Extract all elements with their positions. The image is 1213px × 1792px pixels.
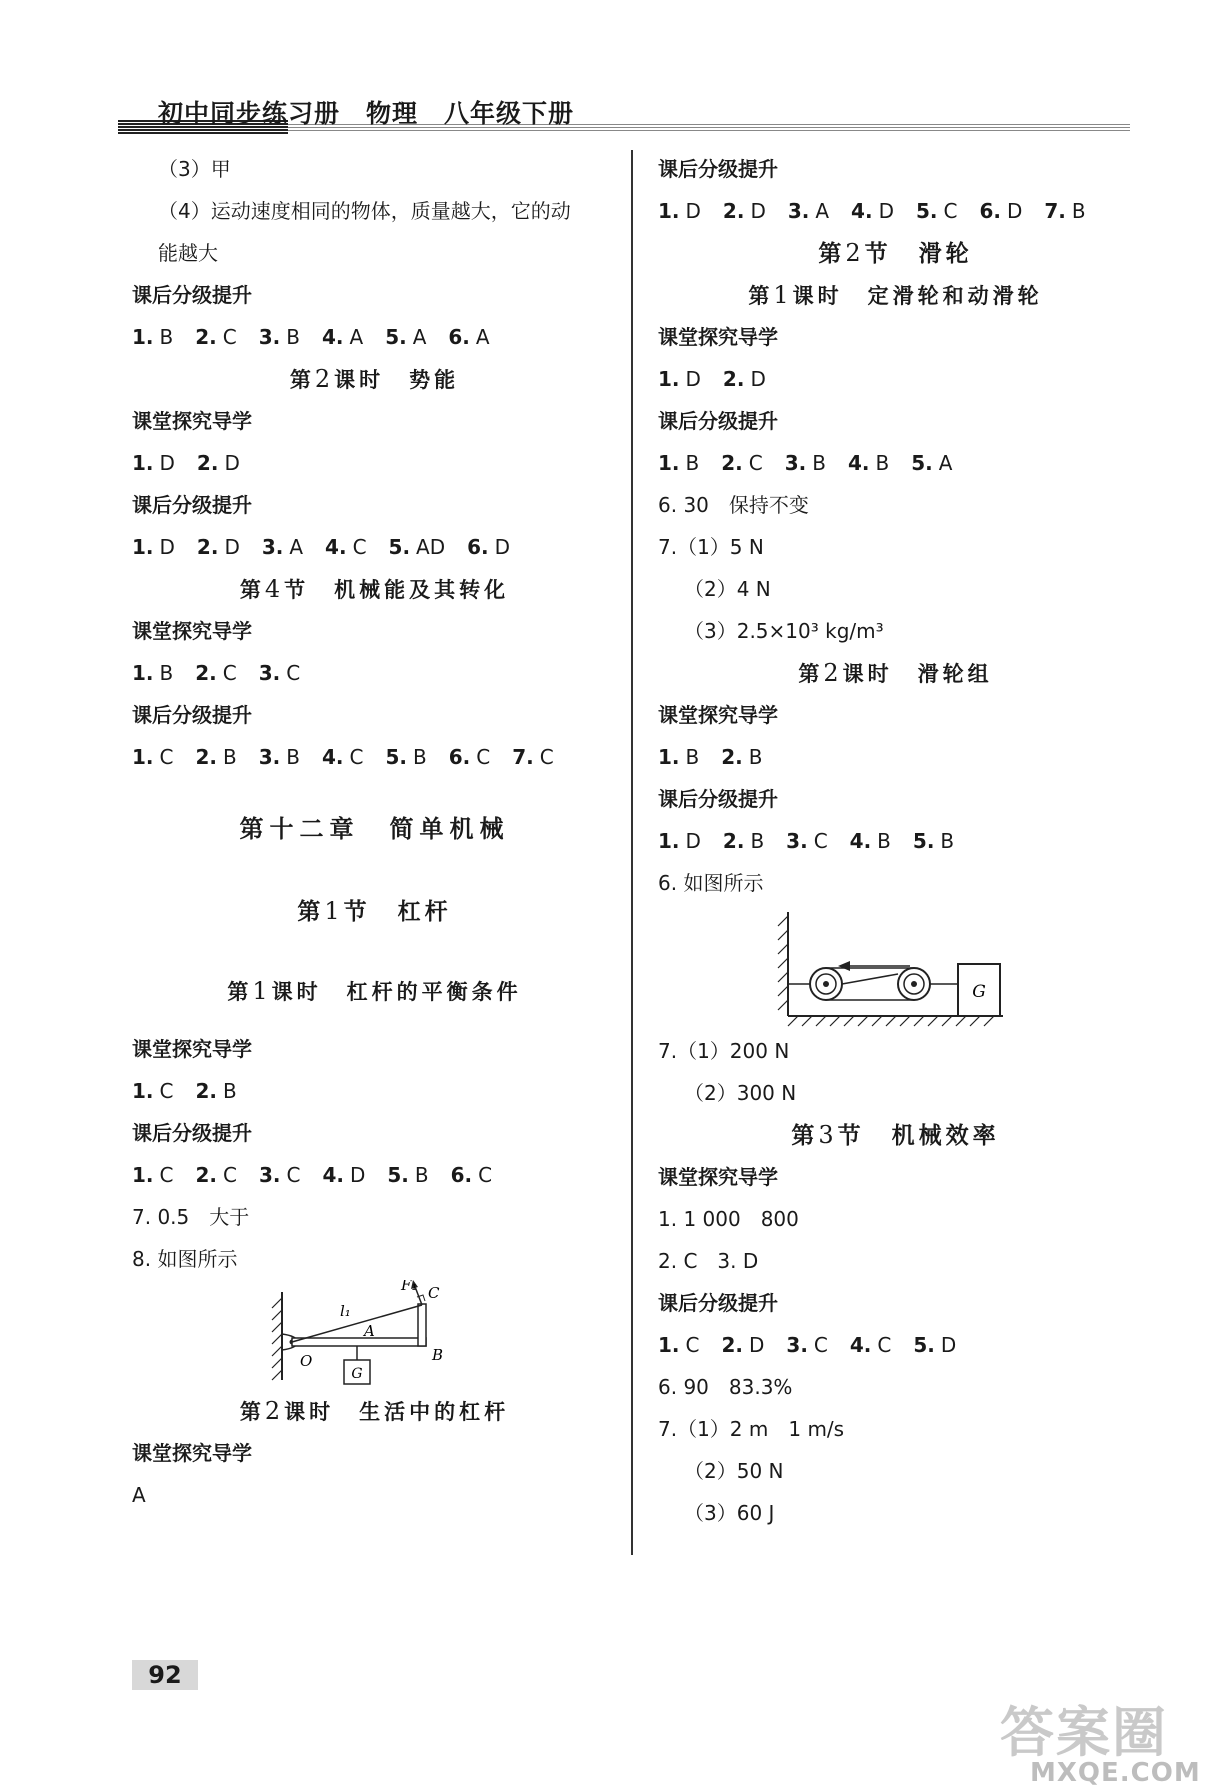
item-answer: C (222, 325, 237, 349)
section-label: 课堂探究导学 (132, 1037, 252, 1061)
heading-post: 节 机械能及其转化 (284, 578, 510, 602)
heading-pre: 第 (748, 284, 774, 308)
item-answer: D (224, 535, 240, 559)
section-label: 课堂探究导学 (658, 325, 778, 349)
item-answer: C (159, 745, 174, 769)
label-l1: l₁ (340, 1302, 351, 1320)
answer-line: 6. 如图所示 (658, 871, 764, 895)
answer-list (658, 736, 1133, 778)
item-number: 2. (195, 661, 217, 685)
item-answer: A (938, 451, 953, 475)
heading-num: 3 (818, 1121, 838, 1149)
answer-list (658, 1324, 1133, 1366)
item-number: 3. (784, 451, 807, 475)
page-number: 92 (132, 1660, 198, 1690)
item-answer: D (224, 451, 240, 475)
heading-num: 2 (823, 659, 843, 687)
lesson-heading (132, 358, 617, 400)
answer-line: 2. C 3. D (658, 1249, 759, 1273)
heading-pre: 第 (239, 578, 265, 602)
answer-line: 6. 30 保持不变 (658, 493, 809, 517)
section-heading (658, 1114, 1133, 1156)
item-number: 1. (132, 451, 154, 475)
answer-line: 7.（1）2 m 1 m/s (658, 1417, 845, 1441)
lever-wall-hatching (272, 1298, 282, 1380)
item-number: 1. (658, 199, 680, 223)
heading-post: 课时 滑轮组 (842, 662, 993, 686)
item-answer: C (349, 745, 364, 769)
item-answer: C (159, 1163, 174, 1187)
item-answer: D (1006, 199, 1023, 223)
item-number: 1. (658, 1333, 680, 1357)
answer-list (658, 442, 1133, 484)
item-answer: C (286, 661, 301, 685)
item-number: 4. (847, 451, 870, 475)
item-answer: B (223, 1079, 237, 1103)
item-number: 3. (786, 1333, 808, 1357)
answer-line: 7.（1）200 N (658, 1039, 790, 1063)
item-answer: A (475, 325, 490, 349)
answer-list (132, 736, 617, 778)
item-answer: A (815, 199, 830, 223)
section-label: 课后分级提升 (132, 1121, 252, 1145)
item-number: 2. (721, 745, 743, 769)
answer-list (132, 1154, 617, 1196)
item-number: 1. (132, 1163, 154, 1187)
lever-bar-horizontal (292, 1338, 426, 1346)
item-answer: B (414, 1163, 429, 1187)
item-number: 6. (450, 1163, 473, 1187)
fixed-pulley-axle (823, 981, 829, 987)
item-answer: C (813, 829, 828, 853)
heading-num: 4 (264, 575, 285, 603)
answer-line: （2）50 N (684, 1459, 784, 1483)
item-number: 2. (721, 1333, 743, 1357)
item-answer: B (1071, 199, 1086, 223)
item-number: 4. (325, 535, 347, 559)
section-label: 课堂探究导学 (132, 409, 252, 433)
answer-list (658, 190, 1133, 232)
item-number: 1. (132, 745, 154, 769)
section-label: 课堂探究导学 (658, 703, 778, 727)
answer-line: A (132, 1483, 146, 1507)
watermark-logo: 答案圈 (1000, 1701, 1168, 1764)
section-label: 课后分级提升 (658, 787, 778, 811)
answer-list (658, 820, 1133, 862)
item-answer: A (412, 325, 427, 349)
item-number: 4. (849, 829, 872, 853)
item-answer: D (878, 199, 894, 223)
item-number: 5. (912, 829, 935, 853)
section-label: 课后分级提升 (658, 1291, 778, 1315)
label-o: O (300, 1352, 313, 1370)
heading-num: 1 (252, 977, 272, 1005)
heading-post: 节 机械效率 (837, 1123, 1000, 1149)
item-number: 6. (448, 745, 471, 769)
item-number: 5. (915, 199, 938, 223)
heading-num: 2 (314, 365, 335, 393)
pull-arrow-head (838, 961, 850, 971)
heading-post: 节 滑轮 (864, 241, 973, 267)
answer-line: （4）运动速度相同的物体，质量越大，它的动 (158, 199, 571, 223)
item-answer: A (289, 535, 304, 559)
label-g: G (972, 982, 986, 1002)
item-number: 6. (467, 535, 489, 559)
item-number: 2. (721, 451, 743, 475)
item-number: 2. (722, 199, 745, 223)
heading-pre: 第 (239, 1400, 265, 1424)
item-answer: B (875, 451, 890, 475)
lesson-heading (132, 1390, 617, 1432)
item-number: 5. (385, 745, 407, 769)
item-number: 2. (195, 1079, 217, 1103)
section-label: 课后分级提升 (132, 493, 252, 517)
item-number: 2. (195, 745, 217, 769)
item-answer: AD (416, 535, 446, 559)
item-answer: B (159, 325, 174, 349)
item-answer: B (159, 661, 174, 685)
heading-pre: 第 (227, 980, 253, 1004)
item-answer: C (813, 1333, 828, 1357)
item-answer: B (685, 451, 700, 475)
wall-hatching (778, 916, 788, 1010)
section-label: 课后分级提升 (132, 283, 252, 307)
item-answer: D (349, 1163, 366, 1187)
item-answer: D (159, 535, 175, 559)
item-answer: C (539, 745, 554, 769)
answer-line: 6. 90 83.3% (658, 1375, 793, 1399)
item-number: 5. (387, 1163, 409, 1187)
item-number: 3. (261, 535, 284, 559)
item-answer: B (286, 745, 300, 769)
answer-list (132, 1070, 617, 1112)
heading-pre: 第 (818, 241, 846, 267)
answer-line: 能越大 (158, 241, 218, 265)
item-answer: B (412, 745, 427, 769)
section-heading (132, 568, 617, 610)
item-answer: D (750, 199, 766, 223)
section-label: 课堂探究导学 (132, 619, 252, 643)
heading-num: 2 (264, 1397, 285, 1425)
item-number: 4. (851, 199, 873, 223)
answer-line: （2）4 N (684, 577, 771, 601)
item-number: 2. (196, 535, 219, 559)
section-label: 课堂探究导学 (132, 1441, 252, 1465)
label-a: A (364, 1322, 375, 1340)
item-number: 1. (132, 1079, 154, 1103)
answer-line: （3）甲 (158, 157, 231, 181)
item-answer: D (940, 1333, 957, 1357)
answer-line: 7.（1）5 N (658, 535, 764, 559)
item-number: 1. (132, 535, 154, 559)
section-heading (658, 232, 1133, 274)
section-label: 课后分级提升 (658, 157, 778, 181)
item-answer: C (877, 1333, 892, 1357)
item-number: 5. (911, 451, 933, 475)
item-number: 5. (388, 535, 411, 559)
heading-pre: 第 (297, 899, 325, 925)
item-number: 3. (258, 745, 281, 769)
section-label: 课后分级提升 (658, 409, 778, 433)
floor-hatching (788, 1016, 994, 1026)
item-answer: C (476, 745, 491, 769)
item-number: 3. (786, 829, 808, 853)
item-answer: B (940, 829, 955, 853)
item-number: 2. (722, 829, 745, 853)
answer-list (132, 316, 617, 358)
item-number: 7. (512, 745, 534, 769)
label-b: B (432, 1346, 444, 1364)
lesson-heading (658, 274, 1133, 316)
item-answer: A (349, 325, 364, 349)
item-answer: D (750, 367, 766, 391)
label-c: C (428, 1284, 440, 1302)
item-answer: C (352, 535, 367, 559)
section-heading (132, 890, 617, 932)
heading-num: 1 (773, 281, 793, 309)
item-answer: D (685, 829, 701, 853)
answer-line: 8. 如图所示 (132, 1247, 238, 1271)
answer-line: 7. 0.5 大于 (132, 1205, 250, 1229)
item-answer: C (286, 1163, 301, 1187)
heading-pre: 第 (798, 662, 824, 686)
chapter-heading: 第十二章 简单机械 (239, 815, 510, 843)
lever-svg (132, 1280, 617, 1390)
item-answer: C (685, 1333, 700, 1357)
label-g: G (351, 1366, 363, 1382)
item-answer: B (286, 325, 300, 349)
label-f1: F₁ (401, 1280, 418, 1294)
item-number: 5. (385, 325, 407, 349)
item-number: 1. (658, 367, 680, 391)
left-column (132, 148, 617, 1516)
item-number: 2. (195, 325, 217, 349)
item-number: 3. (258, 325, 281, 349)
item-answer: C (748, 451, 763, 475)
item-answer: B (748, 745, 763, 769)
item-answer: B (812, 451, 826, 475)
heading-post: 课时 生活中的杠杆 (284, 1400, 510, 1424)
column-divider (631, 150, 633, 1555)
heading-num: 1 (324, 897, 344, 925)
item-number: 7. (1044, 199, 1066, 223)
answer-list (132, 442, 617, 484)
item-answer: D (685, 367, 701, 391)
section-label: 课后分级提升 (132, 703, 252, 727)
lever-arm-l1 (292, 1305, 422, 1342)
item-number: 2. (195, 1163, 217, 1187)
watermark-url: MXQE.COM (1030, 1758, 1201, 1788)
answer-list (132, 652, 617, 694)
rope-cross (842, 974, 898, 984)
item-number: 4. (849, 1333, 872, 1357)
moving-pulley-axle (911, 981, 917, 987)
item-answer: D (685, 199, 701, 223)
item-answer: B (750, 829, 765, 853)
item-number: 5. (913, 1333, 935, 1357)
item-answer: B (685, 745, 700, 769)
heading-post: 课时 势能 (334, 368, 460, 392)
item-number: 2. (722, 367, 745, 391)
item-number: 2. (196, 451, 219, 475)
item-answer: C (159, 1079, 174, 1103)
lesson-heading (658, 652, 1133, 694)
lever-diagram (132, 1280, 617, 1390)
item-number: 4. (322, 1163, 344, 1187)
heading-post: 课时 定滑轮和动滑轮 (792, 284, 1043, 308)
item-answer: C (943, 199, 958, 223)
item-number: 6. (979, 199, 1001, 223)
heading-pre: 第 (791, 1123, 819, 1149)
item-number: 1. (658, 829, 680, 853)
item-number: 3. (258, 661, 281, 685)
heading-post: 课时 杠杆的平衡条件 (271, 980, 522, 1004)
pulley-diagram (658, 904, 1133, 1030)
lesson-heading (132, 970, 617, 1012)
item-answer: B (877, 829, 891, 853)
item-answer: C (222, 661, 237, 685)
heading-num: 2 (845, 239, 865, 267)
item-answer: C (478, 1163, 493, 1187)
item-number: 6. (448, 325, 470, 349)
heading-pre: 第 (289, 368, 315, 392)
answer-line: 1. 1 000 800 (658, 1207, 799, 1231)
watermark (1000, 1690, 1210, 1790)
item-answer: D (159, 451, 175, 475)
heading-post: 节 杠杆 (343, 899, 452, 925)
item-answer: C (223, 1163, 237, 1187)
item-number: 4. (321, 325, 344, 349)
section-label: 课堂探究导学 (658, 1165, 778, 1189)
item-number: 1. (132, 325, 154, 349)
answer-list (658, 358, 1133, 400)
item-number: 1. (658, 451, 680, 475)
item-number: 4. (321, 745, 344, 769)
item-number: 1. (658, 745, 680, 769)
answer-line: （3）60 J (684, 1501, 775, 1525)
answer-list (132, 526, 617, 568)
item-answer: D (749, 1333, 765, 1357)
answer-line: （3）2.5×10³ kg/m³ (684, 619, 884, 643)
item-number: 1. (132, 661, 154, 685)
item-answer: D (494, 535, 511, 559)
lever-bar-vertical (418, 1304, 426, 1346)
page-header (118, 90, 1130, 142)
header-title: 初中同步练习册 物理 八年级下册 (158, 99, 575, 128)
right-column (658, 148, 1133, 1534)
item-number: 3. (258, 1163, 281, 1187)
pulley-svg (658, 904, 1133, 1030)
answer-line: （2）300 N (684, 1081, 797, 1105)
item-number: 3. (787, 199, 810, 223)
item-answer: B (223, 745, 237, 769)
